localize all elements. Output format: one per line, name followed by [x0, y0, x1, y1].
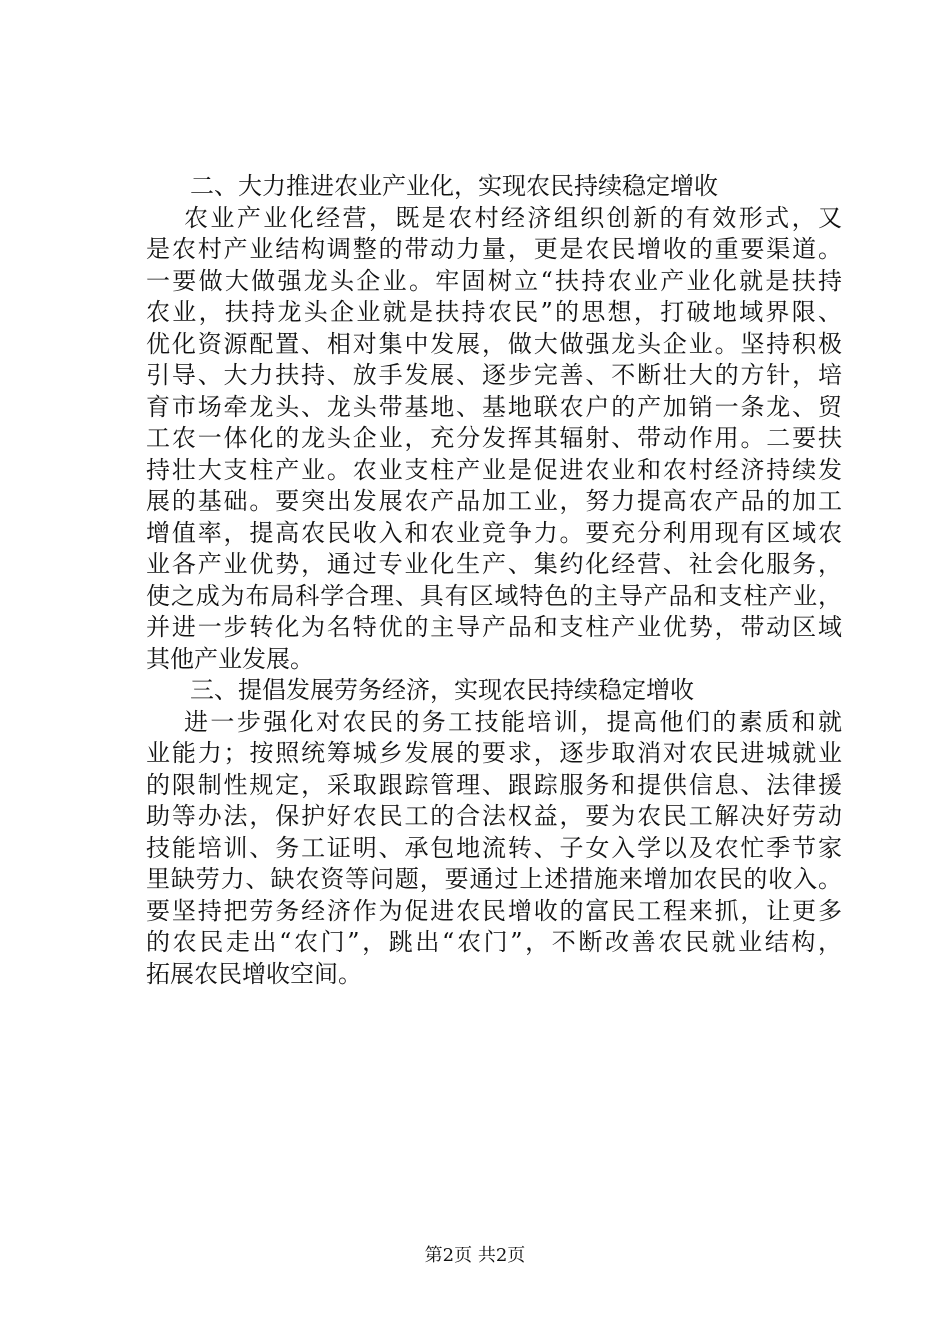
paragraph-line: 展的基础。要突出发展农产品加工业，努力提高农产品的加工	[146, 487, 842, 515]
paragraph-line: 其他产业发展。	[146, 644, 314, 673]
paragraph-line: 工农一体化的龙头企业，充分发挥其辐射、带动作用。二要扶	[146, 424, 842, 452]
paragraph-line: 引导、大力扶持、放手发展、逐步完善、不断壮大的方针，培	[146, 361, 842, 389]
paragraph-line: 并进一步转化为名特优的主导产品和支柱产业优势，带动区域	[146, 613, 842, 641]
paragraph-line: 优化资源配置、相对集中发展，做大做强龙头企业。坚持积极	[146, 329, 842, 358]
section-heading-2: 二、大力推进农业产业化，实现农民持续稳定增收	[190, 172, 718, 200]
section-heading-3: 三、提倡发展劳务经济，实现农民持续稳定增收	[190, 676, 694, 704]
paragraph-line: 的限制性规定，采取跟踪管理、跟踪服务和提供信息、法律援	[146, 770, 842, 799]
paragraph-line: 进一步强化对农民的务工技能培训，提高他们的素质和就	[184, 707, 842, 736]
paragraph-line: 助等办法，保护好农民工的合法权益，要为农民工解决好劳动	[146, 802, 842, 830]
document-body	[146, 171, 842, 990]
paragraph-line: 持壮大支柱产业。农业支柱产业是促进农业和农村经济持续发	[146, 455, 842, 484]
paragraph-line: 农业产业化经营，既是农村经济组织创新的有效形式，又	[184, 203, 842, 232]
paragraph-line: 一要做大做强龙头企业。牢固树立“扶持农业产业化就是扶持	[146, 266, 842, 295]
paragraph-line: 里缺劳力、缺农资等问题，要通过上述措施来增加农民的收入。	[146, 865, 842, 893]
paragraph-line: 要坚持把劳务经济作为促进农民增收的富民工程来抓，让更多	[146, 896, 842, 925]
paragraph-line: 使之成为布局科学合理、具有区域特色的主导产品和支柱产业，	[146, 581, 842, 610]
paragraph-line: 育市场牵龙头、龙头带基地、基地联农户的产加销一条龙、贸	[146, 392, 842, 421]
paragraph-line: 增值率，提高农民收入和农业竞争力。要充分利用现有区域农	[146, 518, 842, 547]
paragraph-line: 业各产业优势，通过专业化生产、集约化经营、社会化服务，	[146, 550, 842, 578]
paragraph-line: 拓展农民增收空间。	[146, 959, 362, 988]
paragraph-line: 的农民走出“农门”，跳出“农门”，不断改善农民就业结构，	[146, 928, 842, 956]
paragraph-line: 农业，扶持龙头企业就是扶持农民”的思想，打破地域界限、	[146, 298, 842, 326]
paragraph-line: 是农村产业结构调整的带动力量，更是农民增收的重要渠道。	[146, 235, 842, 263]
paragraph-line: 技能培训、务工证明、承包地流转、子女入学以及农忙季节家	[146, 833, 842, 862]
page-number-footer: 第2页 共2页	[424, 1245, 526, 1266]
paragraph-line: 业能力；按照统筹城乡发展的要求，逐步取消对农民进城就业	[146, 739, 842, 767]
